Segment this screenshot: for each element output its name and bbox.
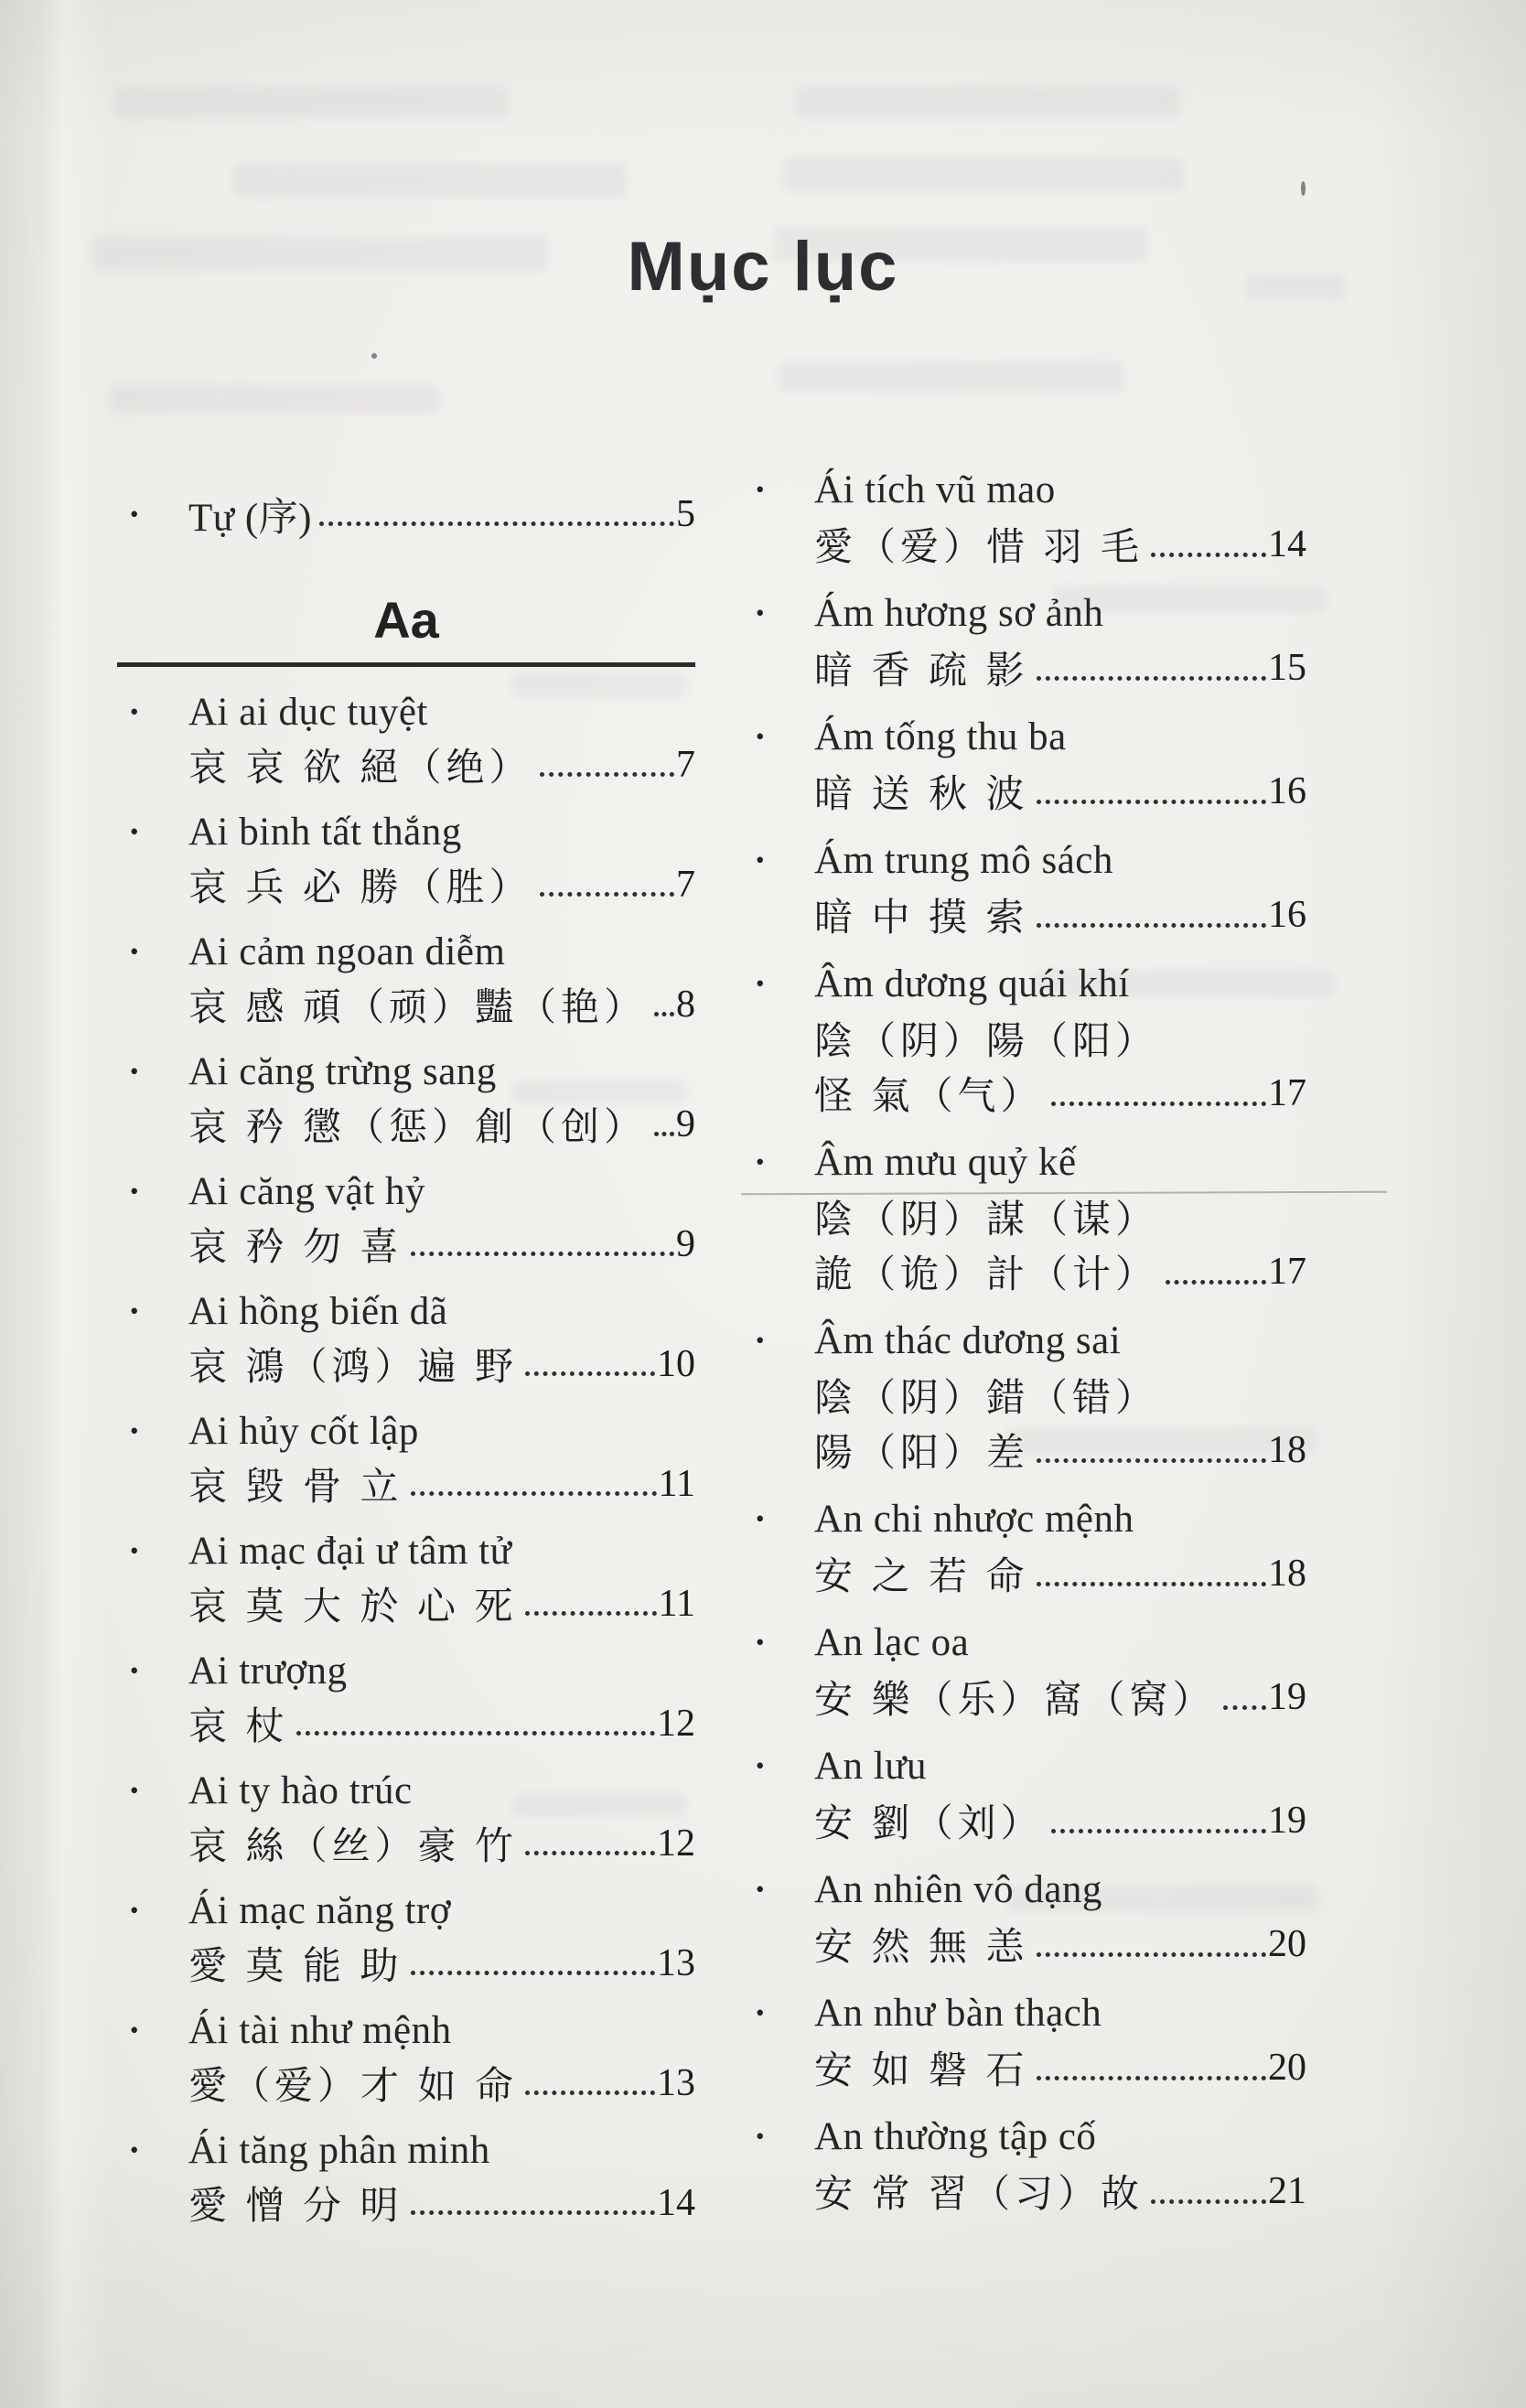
bullet-icon: • — [756, 1998, 765, 2026]
entry-vietnamese: Âm dương quái khí — [814, 962, 1130, 1005]
speck-artifact — [371, 353, 377, 359]
toc-entry — [117, 2123, 695, 2230]
bullet-icon: • — [756, 722, 765, 750]
entry-chinese: 愛（爱）才 如 命 — [188, 2066, 519, 2108]
entry-page-number: 11 — [658, 1583, 695, 1625]
bullet-icon: • — [130, 500, 139, 528]
dot-leader — [296, 1731, 655, 1736]
bullet-icon: • — [130, 1416, 139, 1445]
dot-leader — [1051, 1102, 1266, 1106]
entry-page-number: 16 — [1268, 894, 1306, 936]
entry-chinese: 暗 香 疏 影 — [814, 650, 1029, 693]
entry-page-number: 9 — [676, 1103, 695, 1145]
entry-chinese: 哀 矜 懲（惩）創（创） — [188, 1107, 648, 1149]
toc-entry — [743, 833, 1306, 942]
toc-column-right — [743, 462, 1306, 2232]
page-title: Mục lục — [627, 228, 899, 306]
entry-chinese: 哀 哀 欲 絕（绝） — [188, 747, 532, 790]
toc-entry — [743, 1491, 1306, 1601]
dot-leader — [1037, 923, 1266, 928]
bullet-icon: • — [130, 1296, 139, 1325]
entry-page-number: 8 — [676, 984, 695, 1026]
entry-chinese: 陽（阳）差 — [814, 1433, 1030, 1475]
toc-entry — [743, 1862, 1306, 1972]
entry-page-number: 19 — [1268, 1676, 1306, 1718]
toc-entry — [117, 1165, 695, 1271]
bleedthrough-artifact — [796, 87, 1180, 118]
bullet-icon: • — [130, 2016, 139, 2044]
entry-vietnamese: Ái mạc năng trợ — [188, 1888, 451, 1932]
toc-entries-left — [117, 685, 695, 2230]
toc-entry — [743, 1985, 1306, 2095]
entry-chinese: 哀 矜 勿 喜 — [188, 1227, 403, 1269]
entry-page-number: 16 — [1268, 770, 1306, 812]
dot-leader — [525, 1611, 657, 1616]
entry-page-number: 15 — [1268, 647, 1306, 689]
entry-chinese: 安 樂（乐）窩（窝） — [814, 1680, 1216, 1722]
dot-leader — [1151, 553, 1266, 557]
toc-entry — [743, 1313, 1306, 1478]
bullet-icon: • — [756, 1875, 765, 1903]
bullet-icon: • — [756, 1147, 765, 1176]
entry-page-number: 18 — [1268, 1429, 1306, 1471]
entry-chinese: 哀 鴻（鸿）遍 野 — [188, 1347, 519, 1389]
entry-chinese: 陰（阴）謀（谋） — [814, 1199, 1159, 1242]
bleedthrough-artifact — [782, 157, 1185, 192]
entry-vietnamese: Ai binh tất thắng — [188, 810, 462, 854]
dot-leader — [1037, 1582, 1266, 1586]
toc-entry — [743, 1134, 1306, 1299]
preface-page-number: 5 — [676, 493, 695, 535]
entry-chinese: 哀 感 頑（顽）豔（艳） — [188, 987, 648, 1029]
toc-entry — [743, 2109, 1306, 2219]
toc-entry — [743, 586, 1306, 695]
toc-entry — [743, 1615, 1306, 1725]
preface-label: Tự (序) — [188, 496, 312, 540]
entry-page-number: 21 — [1268, 2170, 1306, 2212]
entry-chinese: 暗 送 秋 波 — [814, 774, 1029, 816]
entry-page-number: 11 — [658, 1463, 695, 1505]
toc-entry — [117, 685, 695, 791]
entry-vietnamese: Ái tài như mệnh — [188, 2008, 452, 2052]
entry-vietnamese: Ám hương sơ ảnh — [814, 591, 1104, 635]
entry-vietnamese: An chi nhược mệnh — [814, 1497, 1134, 1541]
entry-vietnamese: Ai ai dục tuyệt — [188, 690, 428, 734]
toc-entry — [743, 462, 1306, 572]
dot-leader — [411, 1491, 657, 1496]
toc-entry — [117, 1285, 695, 1391]
toc-entry — [117, 1045, 695, 1151]
dot-leader — [411, 2210, 655, 2215]
entry-chinese: 哀 兵 必 勝（胜） — [188, 867, 532, 909]
dot-leader — [411, 1252, 674, 1256]
entry-page-number: 9 — [676, 1223, 695, 1265]
entry-vietnamese: An lưu — [814, 1744, 928, 1788]
dot-leader — [319, 521, 674, 526]
section-heading-label: Aa — [373, 591, 439, 649]
entry-chinese: 哀 絲（丝）豪 竹 — [188, 1826, 519, 1868]
entry-chinese: 安 常 習（习）故 — [814, 2174, 1144, 2216]
dot-leader — [1037, 1952, 1266, 1957]
entry-vietnamese: An như bàn thạch — [814, 1991, 1102, 2035]
entry-page-number: 17 — [1268, 1072, 1306, 1114]
dot-leader — [654, 1132, 674, 1136]
bullet-icon: • — [130, 1776, 139, 1804]
entry-page-number: 12 — [657, 1822, 695, 1865]
entry-page-number: 12 — [657, 1703, 695, 1745]
bullet-icon: • — [130, 1057, 139, 1085]
entry-page-number: 10 — [657, 1343, 695, 1385]
bleedthrough-artifact — [778, 361, 1125, 392]
entry-vietnamese: Ái tăng phân minh — [188, 2128, 490, 2172]
dot-leader — [1166, 1280, 1266, 1285]
entry-chinese: 詭（诡）計（计） — [814, 1254, 1159, 1296]
toc-entry — [117, 1764, 695, 1870]
toc-entry — [117, 1884, 695, 1990]
entry-vietnamese: Ai cảm ngoan diễm — [188, 930, 506, 973]
bullet-icon: • — [756, 845, 765, 874]
bullet-icon: • — [130, 937, 139, 965]
entry-vietnamese: Ai căng vật hỷ — [188, 1169, 425, 1213]
entry-vietnamese: An lạc oa — [814, 1620, 970, 1664]
entry-vietnamese: An nhiên vô dạng — [814, 1867, 1102, 1911]
bullet-icon: • — [756, 969, 765, 997]
toc-entry — [117, 925, 695, 1031]
dot-leader — [1051, 1829, 1266, 1833]
entry-chinese: 安 然 無 恙 — [814, 1927, 1029, 1969]
speck-artifact — [1301, 181, 1306, 196]
bullet-icon: • — [130, 697, 139, 726]
toc-entry — [743, 709, 1306, 819]
dot-leader — [411, 1971, 655, 1975]
entry-chinese: 哀 杖 — [188, 1706, 289, 1748]
entry-chinese: 暗 中 摸 索 — [814, 898, 1029, 940]
toc-entry — [743, 956, 1306, 1121]
entry-vietnamese: An thường tập cố — [814, 2114, 1097, 2158]
bullet-icon: • — [130, 1177, 139, 1205]
entry-vietnamese: Ai ty hào trúc — [188, 1768, 413, 1812]
entry-page-number: 13 — [657, 1942, 695, 1984]
entry-chinese: 怪 氣（气） — [814, 1076, 1044, 1118]
bullet-icon: • — [130, 2135, 139, 2164]
entry-vietnamese: Ai mạc đại ư tâm tử — [188, 1529, 512, 1573]
entry-page-number: 17 — [1268, 1251, 1306, 1293]
dot-leader — [525, 1371, 655, 1376]
entry-chinese: 愛 莫 能 助 — [188, 1946, 403, 1988]
bullet-icon: • — [130, 1656, 139, 1684]
dot-leader — [1037, 800, 1266, 804]
entry-chinese: 愛 憎 分 明 — [188, 2186, 403, 2228]
toc-column-left — [117, 462, 695, 2243]
bullet-icon: • — [756, 475, 765, 503]
entry-page-number: 20 — [1268, 1923, 1306, 1965]
dot-leader — [1037, 676, 1266, 681]
dot-leader — [654, 1012, 674, 1016]
bleedthrough-artifact — [110, 384, 439, 414]
entry-chinese: 哀 毀 骨 立 — [188, 1467, 403, 1509]
toc-entries-right — [743, 462, 1306, 2219]
entry-page-number: 14 — [1268, 523, 1306, 565]
entry-chinese: 愛（爱）惜 羽 毛 — [814, 527, 1144, 569]
toc-entry — [117, 1524, 695, 1630]
entry-page-number: 7 — [676, 864, 695, 906]
toc-entry — [117, 2004, 695, 2110]
dot-leader — [540, 892, 674, 897]
bullet-icon: • — [130, 817, 139, 845]
entry-page-number: 20 — [1268, 2047, 1306, 2089]
bullet-icon: • — [756, 1751, 765, 1779]
entry-page-number: 13 — [657, 2062, 695, 2104]
dot-leader — [1037, 2076, 1266, 2080]
bullet-icon: • — [756, 1326, 765, 1354]
entry-page-number: 19 — [1268, 1800, 1306, 1842]
entry-chinese: 哀 莫 大 於 心 死 — [188, 1586, 518, 1629]
entry-vietnamese: Ai trượng — [188, 1649, 348, 1693]
dot-leader — [1223, 1705, 1266, 1710]
bullet-icon: • — [756, 598, 765, 627]
entry-chinese: 陰（阴）錯（错） — [814, 1378, 1159, 1420]
entry-vietnamese: Ai căng trừng sang — [188, 1049, 497, 1093]
preface-entry — [117, 488, 695, 541]
dot-leader — [525, 2091, 655, 2095]
entry-page-number: 18 — [1268, 1553, 1306, 1595]
entry-page-number: 7 — [676, 744, 695, 786]
toc-entry — [117, 1644, 695, 1750]
bullet-icon: • — [130, 1896, 139, 1924]
toc-entry — [117, 805, 695, 911]
bleedthrough-artifact — [233, 163, 627, 198]
entry-chinese: 陰（阴）陽（阳） — [814, 1021, 1159, 1063]
entry-vietnamese: Ái tích vũ mao — [814, 468, 1056, 511]
entry-vietnamese: Ai hồng biến dã — [188, 1289, 448, 1333]
dot-leader — [540, 772, 674, 777]
entry-chinese: 安 劉（刘） — [814, 1803, 1044, 1845]
entry-vietnamese: Âm mưu quỷ kế — [814, 1140, 1077, 1184]
toc-entry — [743, 1738, 1306, 1848]
entry-vietnamese: Ám trung mô sách — [814, 838, 1113, 882]
entry-page-number: 14 — [657, 2182, 695, 2224]
dot-leader — [525, 1851, 655, 1855]
bullet-icon: • — [756, 1504, 765, 1532]
bullet-icon: • — [756, 2122, 765, 2150]
section-heading-aa — [117, 590, 695, 667]
bleedthrough-artifact — [114, 87, 508, 118]
bullet-icon: • — [756, 1628, 765, 1656]
entry-chinese: 安 如 磐 石 — [814, 2050, 1029, 2092]
dot-leader — [1151, 2199, 1266, 2204]
dot-leader — [1037, 1458, 1266, 1463]
bullet-icon: • — [130, 1536, 139, 1564]
entry-vietnamese: Âm thác dương sai — [814, 1318, 1122, 1362]
toc-entry — [117, 1404, 695, 1510]
entry-chinese: 安 之 若 命 — [814, 1556, 1029, 1598]
entry-vietnamese: Ai hủy cốt lập — [188, 1409, 419, 1453]
entry-vietnamese: Ám tống thu ba — [814, 715, 1067, 758]
